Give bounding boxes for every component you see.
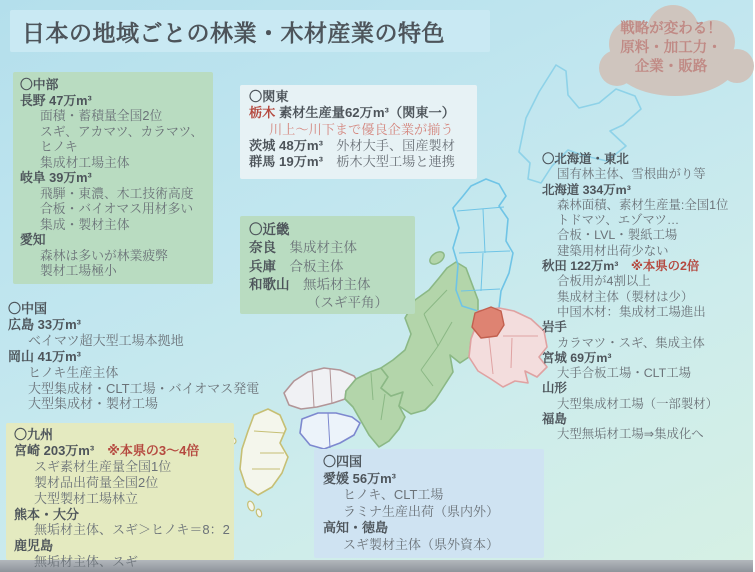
text-line [20,248,206,264]
text-line [20,186,206,202]
text-line [249,105,468,121]
text-line [20,139,206,155]
text-segment: 〇九州 [14,427,54,442]
text-line [20,108,206,124]
small-island [246,500,255,511]
text-line [542,366,752,381]
text-line [14,475,226,491]
text-segment: 無垢材主体、スギ＞ヒノキ＝8：2 [34,522,230,538]
text-line [542,259,752,274]
text-segment: 〇中部 [20,77,59,92]
text-segment: 栃木 [249,105,276,121]
text-segment: 岡山 41万m³ [8,348,81,364]
text-segment: 奈良 [249,240,276,256]
text-line [542,381,752,396]
text-segment: 川上～川下まで優良企業が揃う [269,121,454,137]
sado-island [428,249,447,266]
text-line [8,301,318,317]
cloud-note-text [595,20,747,77]
text-segment: 森林面積、素材生産量:全国1位 [557,197,729,212]
text-line [8,365,318,381]
text-line [8,396,318,412]
text-segment: 集成材主体（製材は少） [557,289,694,304]
text-segment: ヒノキ生産主体 [28,364,119,380]
text-segment: 中国木材：集成材工場進出 [557,304,706,319]
text-line [323,471,535,488]
text-segment: 茨城 48万m³ [249,137,324,153]
region-text-hokkaido-tohoku [542,152,752,443]
text-line [14,554,226,570]
text-line [249,154,468,170]
text-line [20,217,206,233]
text-line [542,320,752,335]
page-title: 日本の地域ごとの林業・木材産業の特色 [10,10,490,52]
text-line [20,232,206,248]
text-segment: ヒノキ、CLT工場 [343,487,444,503]
text-segment: 大型製材工場林立 [34,490,139,506]
text-line [542,213,752,228]
text-line [249,221,406,239]
text-segment: 外材大手、国産製材 [323,137,455,153]
text-segment: 秋田 122万m³ [542,259,619,274]
text-line [249,239,406,257]
text-line [249,122,468,138]
text-segment: 和歌山 [249,276,290,292]
text-line [542,183,752,198]
text-segment: 集成材主体 [276,240,357,256]
text-line [542,351,752,366]
text-line [14,459,226,475]
text-line [249,138,468,154]
text-segment: 熊本・大分 [14,506,80,522]
text-segment: 大型集成材・CLT工場・バイオマス発電 [28,380,260,396]
text-line [20,93,206,109]
text-line [542,274,752,289]
text-segment: スギ、アカマツ、カラマツ、 [40,123,204,139]
map-region-tochigi-highlight [472,307,504,338]
text-segment: 建築用材出荷少ない [557,243,669,258]
text-line [542,412,752,427]
text-line [323,487,535,504]
text-line [20,201,206,217]
text-line [542,244,752,259]
text-segment: 〇中国 [8,301,48,316]
text-segment: ※本県の2倍 [618,259,700,274]
text-line [14,491,226,507]
text-line [14,522,230,538]
text-segment: カラマツ・スギ、集成主体 [557,335,705,350]
text-segment: 宮崎 203万m³ [14,442,95,458]
text-segment: 合板用が4割以上 [557,274,651,289]
text-line [542,427,752,442]
text-segment: 広島 33万m³ [8,316,81,332]
text-line [542,305,752,320]
text-segment: スギ製材主体（県外資本） [343,536,500,552]
text-segment: 兵庫 [249,258,276,274]
text-line [8,317,318,333]
text-line [20,263,206,279]
text-segment: 無垢材主体 [289,276,371,292]
text-segment: 愛知 [20,232,46,247]
text-segment: 大型集成材・製材工場 [28,396,159,412]
region-box-kanto [240,85,477,179]
text-segment: 合板主体 [276,258,344,274]
text-segment: （スギ平角） [307,295,388,311]
text-line [8,381,318,397]
text-segment: 森林は多いが林業疲弊 [40,247,168,263]
region-text-chugoku [8,301,318,412]
text-segment: 無垢材主体、スギ [34,554,139,570]
small-island [255,508,262,517]
text-segment: 岐阜 39万m³ [20,170,92,185]
text-segment: 栃木大型工場と連携 [323,154,455,170]
text-segment: 面積・蓄積量全国2位 [40,108,163,123]
text-line [542,152,752,167]
text-segment: 製材品出荷量全国2位 [34,474,159,490]
text-segment: 大型集成材工場（一部製材） [557,396,719,411]
text-segment: 高知・徳島 [323,520,389,536]
text-line [20,77,206,93]
text-line [14,538,226,554]
text-segment: ラミナ生産出荷（県内外） [343,503,500,519]
text-line [542,336,752,351]
text-line [8,333,318,349]
text-segment: 飛騨・東濃、木工技術高度 [40,185,194,201]
text-line [323,520,535,537]
text-segment: 大型無垢材工場⇒集成化へ [557,427,704,442]
text-line [249,258,406,276]
text-segment: 〇四国 [323,454,363,469]
cloud-note-line: 戦略が変わる！ [620,21,722,37]
region-box-kyushu [6,423,234,570]
text-line [14,427,226,443]
text-segment: スギ素材生産量全国1位 [34,458,172,474]
text-segment: トドマツ、エゾマツ… [557,213,680,228]
text-line [323,504,535,521]
text-line [249,276,406,294]
text-segment: 福島 [542,412,567,427]
cloud-note-line: 企業・販路 [634,59,708,75]
text-segment: 長野 47万m³ [20,92,92,108]
strategy-cloud-callout [595,4,755,109]
text-segment: ※本県の3～4倍 [94,442,200,458]
text-segment: ベイマツ超大型工場本拠地 [28,332,184,348]
text-segment: 山形 [542,381,567,396]
map-region-kyushu [240,409,288,495]
text-line [8,349,318,365]
text-segment: 鹿児島 [14,538,54,554]
text-segment: 国有林主体、雪根曲がり等 [557,167,706,182]
text-segment: ヒノキ [40,139,78,154]
text-line [14,507,226,523]
text-segment: 愛媛 56万m³ [323,470,396,486]
text-segment: 合板・LVL・製紙工場 [557,228,678,243]
text-line [542,228,752,243]
text-segment: 〇北海道・東北 [542,152,629,166]
text-segment: 〇関東 [249,89,289,104]
text-line [542,167,752,182]
text-line [542,198,752,213]
text-segment: 宮城 69万m³ [542,350,612,365]
text-line [542,290,752,305]
text-line [20,155,206,171]
text-segment: 製材工場極小 [40,263,117,278]
cloud-note-line: 原料・加工力・ [620,40,722,56]
text-segment: 群馬 19万m³ [249,154,324,170]
text-line [542,397,752,412]
text-line [20,170,206,186]
region-box-shikoku [314,449,544,558]
text-segment: 大手合板工場・CLT工場 [557,366,692,381]
text-line [20,124,206,140]
text-segment: 合板・バイオマス用材多い [40,201,194,216]
text-line [323,537,535,554]
text-segment: 北海道 334万m³ [542,182,631,197]
text-segment: 集成材工場主体 [40,154,130,170]
text-segment: 岩手 [542,320,567,335]
text-segment: 集成・製材主体 [40,216,130,232]
region-box-chubu [13,72,213,284]
text-line [323,454,535,471]
text-segment: 素材生産量62万m³（関東一） [275,105,455,121]
text-line [14,443,226,459]
text-segment: 〇近畿 [249,222,290,237]
text-line [249,89,468,105]
region-box-kinki [240,216,415,314]
